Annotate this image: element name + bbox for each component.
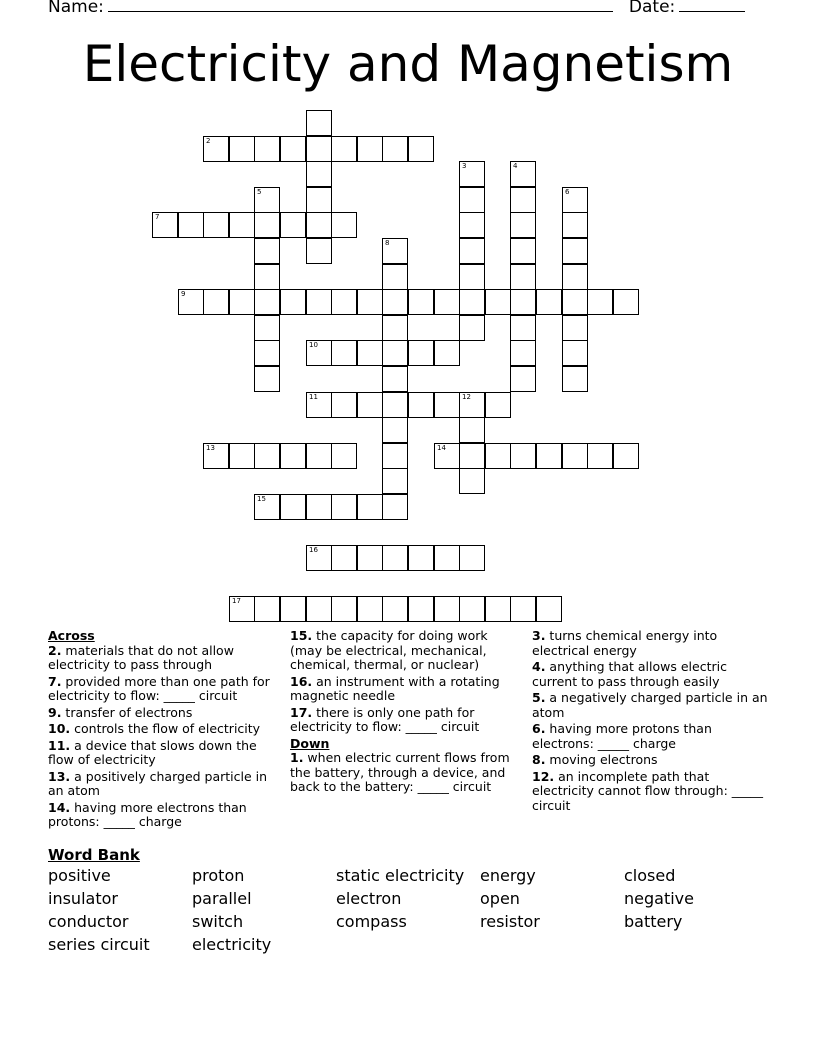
word-bank-word: resistor: [480, 912, 540, 931]
crossword-cell[interactable]: [254, 136, 280, 162]
crossword-cell[interactable]: [510, 366, 536, 392]
word-bank-word: positive: [48, 866, 111, 885]
word-bank-word: series circuit: [48, 935, 150, 954]
word-bank-word: energy: [480, 866, 536, 885]
clue-item-number: 15.: [290, 628, 313, 643]
crossword-cell[interactable]: [510, 264, 536, 290]
crossword-cell[interactable]: [331, 545, 357, 571]
crossword-cell[interactable]: [510, 161, 536, 187]
clue-item-number: 5.: [532, 690, 546, 705]
date-label: Date:: [628, 0, 676, 17]
crossword-cell[interactable]: [434, 340, 460, 366]
crossword-cell[interactable]: [306, 187, 332, 213]
crossword-cell[interactable]: [434, 596, 460, 622]
word-bank-word: compass: [336, 912, 407, 931]
crossword-cell[interactable]: [306, 110, 332, 136]
clue-number: 8: [385, 239, 390, 247]
clue-item-number: 17.: [290, 704, 313, 720]
crossword-cell[interactable]: [587, 289, 613, 315]
crossword-cell[interactable]: [510, 289, 536, 315]
clues-column-3: [532, 629, 772, 815]
crossword-cell[interactable]: [280, 443, 306, 469]
crossword-cell[interactable]: [306, 545, 332, 571]
down-heading: Down: [290, 735, 330, 751]
crossword-cell[interactable]: [459, 238, 485, 264]
crossword-cell[interactable]: [306, 212, 332, 238]
clue-item: [48, 722, 280, 737]
clue-item-text: anything that allows electric current to pass through easily: [532, 659, 727, 689]
crossword-cell[interactable]: [254, 596, 280, 622]
crossword-cell[interactable]: [229, 289, 255, 315]
clue-item: [48, 706, 280, 721]
crossword-cell[interactable]: [382, 443, 408, 469]
clue-item-text: a positively charged particle in an atom: [48, 768, 268, 798]
crossword-cell[interactable]: [306, 443, 332, 469]
clue-number: 4: [513, 162, 518, 170]
crossword-cell[interactable]: [459, 161, 485, 187]
crossword-cell[interactable]: [357, 494, 383, 520]
crossword-cell[interactable]: [331, 289, 357, 315]
crossword-cell[interactable]: [510, 238, 536, 264]
word-bank-word: closed: [624, 866, 676, 885]
word-bank-heading: Word Bank: [48, 846, 140, 864]
crossword-cell[interactable]: [536, 596, 562, 622]
crossword-cell[interactable]: [613, 289, 639, 315]
crossword-cell[interactable]: [254, 187, 280, 213]
crossword-cell[interactable]: [331, 494, 357, 520]
clue-item-number: 9.: [48, 704, 62, 720]
crossword-cell[interactable]: [280, 136, 306, 162]
clue-number: 13: [206, 444, 215, 452]
crossword-cell[interactable]: [357, 392, 383, 418]
crossword-cell[interactable]: [382, 494, 408, 520]
clue-item-number: 6.: [532, 721, 546, 736]
word-bank-word: parallel: [192, 889, 252, 908]
clue-item-number: 13.: [48, 768, 71, 784]
crossword-cell[interactable]: [613, 443, 639, 469]
crossword-cell[interactable]: [536, 443, 562, 469]
clue-item-text: the capacity for doing work (may be electrical, mechanical, chemical, thermal, or nuclear): [290, 628, 488, 672]
crossword-cell[interactable]: [459, 212, 485, 238]
crossword-cell[interactable]: [485, 443, 511, 469]
crossword-cell[interactable]: [331, 136, 357, 162]
crossword-cell[interactable]: [382, 264, 408, 290]
crossword-cell[interactable]: [459, 545, 485, 571]
crossword-cell[interactable]: [382, 289, 408, 315]
crossword-cell[interactable]: [382, 596, 408, 622]
clue-item: [532, 691, 772, 720]
clue-item-text: controls the flow of electricity: [70, 721, 261, 736]
crossword-cell[interactable]: [562, 264, 588, 290]
clue-item-number: 16.: [290, 673, 313, 689]
crossword-cell[interactable]: [280, 494, 306, 520]
clue-item-text: turns chemical energy into electrical energy: [532, 628, 718, 658]
crossword-cell[interactable]: [485, 392, 511, 418]
crossword-cell[interactable]: [152, 212, 178, 238]
clue-item-text: having more protons than electrons: _____ charge: [532, 721, 712, 751]
clue-number: 10: [309, 341, 318, 349]
clue-item: [48, 675, 280, 704]
clue-item-text: an instrument with a rotating magnetic needle: [290, 673, 500, 703]
crossword-cell[interactable]: [562, 187, 588, 213]
crossword-cell[interactable]: [459, 468, 485, 494]
crossword-cell[interactable]: [382, 238, 408, 264]
clue-number: 3: [462, 162, 467, 170]
crossword-cell[interactable]: [562, 289, 588, 315]
word-bank-word: switch: [192, 912, 244, 931]
clue-item-text: a negatively charged particle in an atom: [532, 690, 768, 720]
crossword-cell[interactable]: [562, 238, 588, 264]
clue-number: 9: [181, 290, 186, 298]
crossword-cell[interactable]: [408, 136, 434, 162]
crossword-cell[interactable]: [382, 545, 408, 571]
word-bank-word: negative: [624, 889, 694, 908]
clue-item: [532, 753, 772, 768]
crossword-cell[interactable]: [510, 443, 536, 469]
crossword-cell[interactable]: [459, 187, 485, 213]
crossword-cell[interactable]: [434, 545, 460, 571]
crossword-cell[interactable]: [254, 315, 280, 341]
crossword-cell[interactable]: [229, 443, 255, 469]
crossword-cell[interactable]: [254, 212, 280, 238]
crossword-cell[interactable]: [178, 289, 204, 315]
crossword-cell[interactable]: [306, 392, 332, 418]
crossword-cell[interactable]: [331, 596, 357, 622]
crossword-cell[interactable]: [408, 340, 434, 366]
page-title: Electricity and Magnetism: [82, 35, 734, 93]
crossword-cell[interactable]: [254, 238, 280, 264]
crossword-cell[interactable]: [306, 136, 332, 162]
clue-item-text: provided more than one path for electricity to flow: _____ circuit: [48, 673, 270, 703]
crossword-cell[interactable]: [382, 340, 408, 366]
clue-item-text: transfer of electrons: [61, 704, 193, 720]
crossword-cell[interactable]: [306, 238, 332, 264]
across-heading: Across: [48, 628, 95, 643]
crossword-cell[interactable]: [229, 136, 255, 162]
clue-item-number: 10.: [48, 721, 71, 736]
crossword-cell[interactable]: [562, 366, 588, 392]
clue-item: [48, 770, 280, 799]
crossword-cell[interactable]: [254, 264, 280, 290]
word-bank-word: open: [480, 889, 520, 908]
word-bank-word: battery: [624, 912, 683, 931]
crossword-cell[interactable]: [203, 212, 229, 238]
crossword-cell[interactable]: [331, 340, 357, 366]
clue-item: [48, 644, 280, 673]
word-bank-word: insulator: [48, 889, 118, 908]
clue-item: [48, 801, 280, 830]
crossword-cell[interactable]: [254, 289, 280, 315]
crossword-cell[interactable]: [382, 392, 408, 418]
crossword-cell[interactable]: [306, 161, 332, 187]
crossword-cell[interactable]: [434, 443, 460, 469]
crossword-cell[interactable]: [408, 392, 434, 418]
crossword-cell[interactable]: [562, 443, 588, 469]
crossword-cell[interactable]: [485, 596, 511, 622]
crossword-cell[interactable]: [306, 494, 332, 520]
crossword-cell[interactable]: [357, 136, 383, 162]
crossword-cell[interactable]: [203, 289, 229, 315]
clue-number: 12: [462, 393, 471, 401]
crossword-cell[interactable]: [510, 340, 536, 366]
clue-number: 5: [257, 188, 262, 196]
crossword-cell[interactable]: [357, 289, 383, 315]
word-bank-word: proton: [192, 866, 245, 885]
clue-number: 2: [206, 137, 211, 145]
clue-item: [48, 739, 280, 768]
crossword-cell[interactable]: [408, 545, 434, 571]
clue-item-text: an incomplete path that electricity cannot flow through: _____ circuit: [532, 768, 764, 813]
word-bank-word: conductor: [48, 912, 129, 931]
clue-number: 16: [309, 546, 318, 554]
clue-number: 17: [232, 597, 241, 605]
crossword-cell[interactable]: [331, 212, 357, 238]
clue-number: 14: [437, 444, 446, 452]
crossword-cell[interactable]: [510, 212, 536, 238]
crossword-cell[interactable]: [382, 417, 408, 443]
crossword-cell[interactable]: [408, 596, 434, 622]
crossword-cell[interactable]: [408, 289, 434, 315]
clue-number: 15: [257, 495, 266, 503]
clue-item-text: having more electrons than protons: _____ charge: [48, 799, 247, 829]
crossword-cell[interactable]: [536, 289, 562, 315]
clues-column-2: [290, 629, 522, 797]
crossword-cell[interactable]: [229, 596, 255, 622]
crossword-cell[interactable]: [357, 340, 383, 366]
crossword-cell[interactable]: [280, 596, 306, 622]
clue-number: 7: [155, 213, 160, 221]
crossword-cell[interactable]: [254, 366, 280, 392]
crossword-cell[interactable]: [357, 545, 383, 571]
clue-item-text: there is only one path for electricity to flow: _____ circuit: [290, 704, 480, 734]
crossword-cell[interactable]: [178, 212, 204, 238]
clue-item: [290, 675, 522, 704]
crossword-cell[interactable]: [254, 340, 280, 366]
crossword-cell[interactable]: [459, 392, 485, 418]
clue-item-text: a device that slows down the flow of electricity: [48, 737, 257, 767]
clue-item: [532, 770, 772, 814]
crossword-cell[interactable]: [331, 392, 357, 418]
clue-number: 6: [565, 188, 570, 196]
crossword-cell[interactable]: [459, 417, 485, 443]
clue-item: [532, 722, 772, 751]
clue-item-number: 3.: [532, 628, 546, 643]
clue-item: [290, 706, 522, 735]
crossword-cell[interactable]: [587, 443, 613, 469]
word-bank-word: static electricity: [336, 866, 465, 885]
crossword-cell[interactable]: [510, 315, 536, 341]
crossword-cell[interactable]: [562, 212, 588, 238]
crossword-cell[interactable]: [510, 596, 536, 622]
clues-column-1: [48, 629, 280, 832]
crossword-cell[interactable]: [459, 264, 485, 290]
crossword-cell[interactable]: [306, 289, 332, 315]
clue-item: [290, 629, 522, 673]
crossword-cell[interactable]: [280, 289, 306, 315]
clue-item-number: 12.: [532, 768, 555, 784]
name-label: Name:: [48, 0, 104, 17]
clue-item: [532, 660, 772, 689]
word-bank-word: electricity: [192, 935, 272, 954]
crossword-cell[interactable]: [357, 596, 383, 622]
crossword-cell[interactable]: [562, 315, 588, 341]
clue-item-number: 1.: [290, 750, 304, 765]
crossword-cell[interactable]: [382, 366, 408, 392]
crossword-cell[interactable]: [254, 443, 280, 469]
crossword-cell[interactable]: [203, 136, 229, 162]
crossword-cell[interactable]: [562, 340, 588, 366]
clue-number: 11: [309, 393, 318, 401]
clue-item-text: materials that do not allow electricity to pass through: [48, 642, 234, 672]
clue-item-number: 4.: [532, 659, 546, 674]
crossword-cell[interactable]: [382, 136, 408, 162]
crossword-cell[interactable]: [434, 289, 460, 315]
crossword-cell[interactable]: [510, 187, 536, 213]
crossword-cell[interactable]: [254, 494, 280, 520]
word-bank-word: electron: [336, 889, 402, 908]
crossword-cell[interactable]: [382, 315, 408, 341]
crossword-cell[interactable]: [459, 443, 485, 469]
clue-item-text: moving electrons: [545, 752, 658, 767]
clue-item-number: 7.: [48, 673, 62, 689]
clue-item-number: 2.: [48, 642, 62, 658]
crossword-cell[interactable]: [306, 596, 332, 622]
crossword-cell[interactable]: [306, 340, 332, 366]
crossword-cell[interactable]: [459, 596, 485, 622]
crossword-cell[interactable]: [229, 212, 255, 238]
crossword-cell[interactable]: [382, 468, 408, 494]
crossword-cell[interactable]: [331, 443, 357, 469]
crossword-cell[interactable]: [434, 392, 460, 418]
clue-item-number: 11.: [48, 737, 71, 753]
crossword-cell[interactable]: [485, 289, 511, 315]
clue-item: [290, 751, 522, 795]
clue-item: [532, 629, 772, 658]
clue-item-text: when electric current flows from the battery, through a device, and back to the battery: _____ circuit: [290, 750, 510, 794]
clues-section: [48, 629, 778, 844]
crossword-cell[interactable]: [280, 212, 306, 238]
crossword-cell[interactable]: [459, 315, 485, 341]
clue-item-number: 8.: [532, 752, 546, 767]
clue-item-number: 14.: [48, 799, 71, 815]
crossword-cell[interactable]: [459, 289, 485, 315]
crossword-cell[interactable]: [203, 443, 229, 469]
